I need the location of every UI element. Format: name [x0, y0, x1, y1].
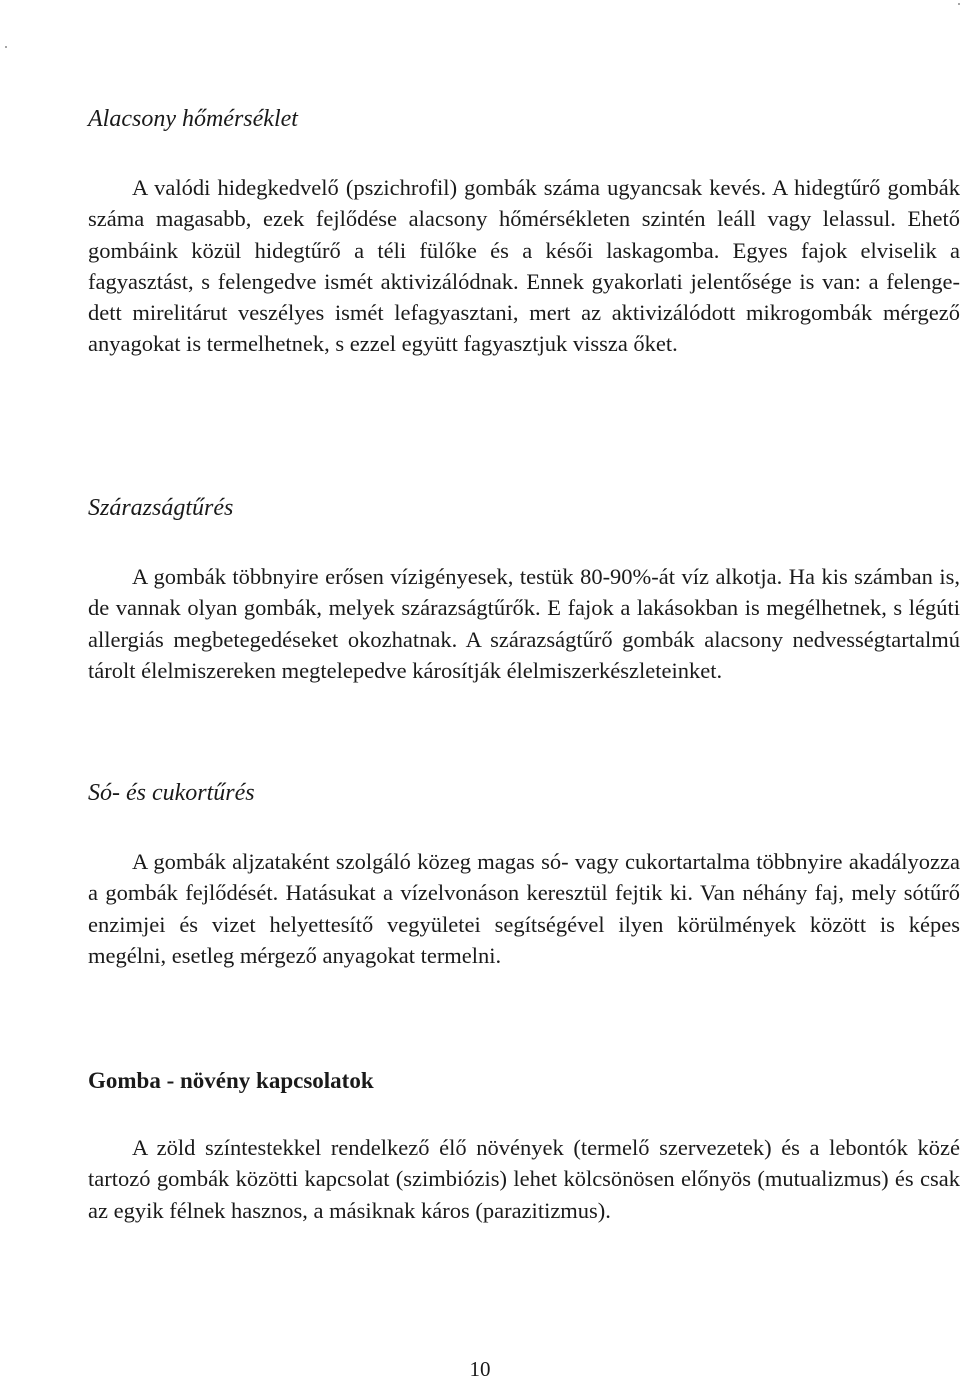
section-salt-sugar-tolerance — [88, 778, 960, 971]
section-paragraph: A zöld színtestekkel rendelkező élő növények (termelő szervezetek) és a lebontók közé tartozó gombák közötti kapcsolat (szimbiózis) lehet kölcsönösen előnyös (mutualizmus) és csak az egyik félnek hasznos, a másiknak káros (parazitizmus). — [88, 1135, 960, 1223]
scan-speck — [5, 46, 7, 48]
section-drought-tolerance — [88, 493, 960, 686]
section-heading: Só- és cukortűrés — [88, 780, 255, 806]
section-fungus-plant-relations — [88, 1066, 960, 1226]
section-low-temperature — [88, 104, 960, 360]
section-heading: Alacsony hőmérséklet — [88, 106, 298, 132]
section-paragraph: A valódi hidegkedvelő (pszichrofil) gombák száma ugyancsak kevés. A hidegtűrő gombák száma magasabb, ezek fejlődése alacsony hőmérsékleten szintén leáll vagy lelassul. Ehető gombáink közül hidegtűrő a téli fülőke és a késői laskagomba. Egyes fajok elviselik a fagyasztást, s felengedve ismét aktivizálódnak. Ennek gyakorlati jelentősége is van: a felengedett mirelitárut veszélyes ismét lefagyasztani, mert az aktivizálódott mikrogombák mérgező anyagokat is termelhetnek, s ezzel együtt fagyasztjuk vissza őket. — [88, 175, 960, 357]
page-number: 10 — [469, 1357, 491, 1381]
section-heading: Gomba - növény kapcsolatok — [88, 1068, 374, 1093]
section-paragraph: A gombák aljzataként szolgáló közeg magas só- vagy cukortartalma többnyire akadályozza a gombák fejlődését. Hatásukat a vízelvonáson keresztül fejtik ki. Van néhány faj, mely sótűrő enzimjei és vizet helyettesítő vegyületei segítségével ilyen körülmények között is képes megélni, esetleg mérgező anyagokat termelni. — [88, 849, 960, 968]
section-paragraph: A gombák többnyire erősen vízigényesek, testük 80-90%-át víz alkotja. Ha kis számban is, de vannak olyan gombák, melyek szárazságtűrők. E fajok a lakásokban is megélhetnek, s légúti allergiás megbetegedéseket okozhatnak. A szárazságtűrő gombák alacsony nedvességtartalmú tárolt élelmiszereken megtelepedve károsítják élelmiszerkészleteinket. — [88, 564, 960, 683]
section-heading: Szárazságtűrés — [88, 495, 234, 521]
